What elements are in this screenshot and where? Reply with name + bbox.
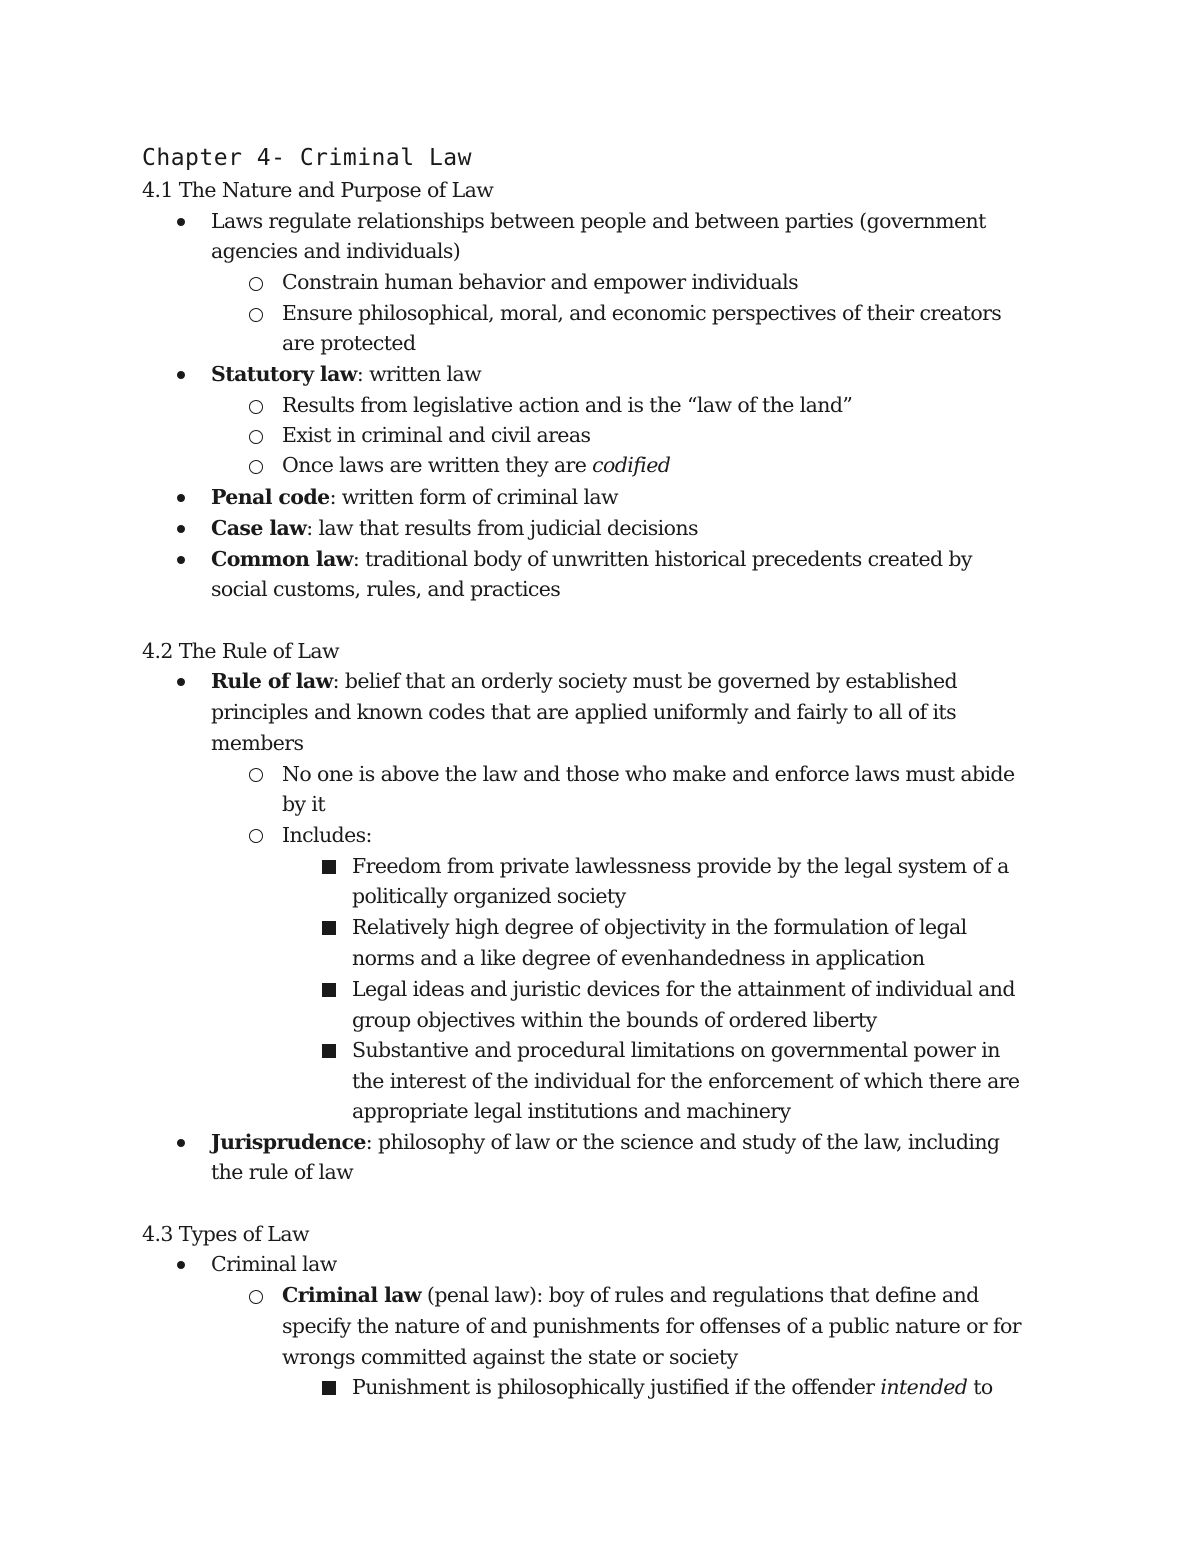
list-item bbox=[211, 544, 972, 574]
bullet-circle bbox=[249, 1290, 263, 1304]
definition: : traditional body of unwritten historical precedents created by bbox=[352, 547, 972, 571]
bullet-disc bbox=[177, 1139, 185, 1147]
term-penal-code: Penal code bbox=[211, 485, 330, 509]
bullet-square bbox=[322, 921, 336, 935]
bullet-circle bbox=[249, 308, 263, 322]
bullet-disc bbox=[177, 1261, 185, 1269]
list-item: Criminal law bbox=[211, 1252, 337, 1276]
list-item bbox=[352, 1372, 993, 1402]
term-case-law: Case law bbox=[211, 516, 307, 540]
list-item-continuation: members bbox=[211, 731, 304, 755]
list-item: Relatively high degree of objectivity in the formulation of legal bbox=[352, 915, 967, 939]
bullet-square bbox=[322, 1381, 336, 1395]
list-text: Once laws are written they are bbox=[282, 453, 593, 477]
bullet-circle bbox=[249, 460, 263, 474]
bullet-disc bbox=[177, 494, 185, 502]
list-item-continuation: are protected bbox=[282, 331, 416, 355]
list-item bbox=[282, 450, 670, 480]
bullet-disc bbox=[177, 678, 185, 686]
list-item: Substantive and procedural limitations on governmental power in bbox=[352, 1038, 1000, 1062]
list-item-continuation: wrongs committed against the state or society bbox=[282, 1345, 738, 1369]
section-heading-4-3: 4.3 Types of Law bbox=[142, 1222, 309, 1246]
list-item-continuation: group objectives within the bounds of ordered liberty bbox=[352, 1008, 877, 1032]
list-text-tail: to bbox=[967, 1375, 993, 1399]
emphasis-codified: codified bbox=[592, 453, 671, 477]
list-item: Exist in criminal and civil areas bbox=[282, 423, 591, 447]
term-statutory-law: Statutory law bbox=[211, 362, 357, 386]
definition: : belief that an orderly society must be governed by established bbox=[332, 669, 958, 693]
list-item-continuation: social customs, rules, and practices bbox=[211, 577, 561, 601]
bullet-disc bbox=[177, 371, 185, 379]
list-item: Ensure philosophical, moral, and economic perspectives of their creators bbox=[282, 301, 1002, 325]
list-item: Constrain human behavior and empower individuals bbox=[282, 270, 799, 294]
list-item bbox=[211, 1127, 999, 1157]
bullet-circle bbox=[249, 768, 263, 782]
bullet-disc bbox=[177, 218, 185, 226]
list-item: Includes: bbox=[282, 823, 372, 847]
list-item bbox=[211, 513, 698, 543]
list-item-continuation: principles and known codes that are applied uniformly and fairly to all of its bbox=[211, 700, 956, 724]
bullet-circle bbox=[249, 430, 263, 444]
bullet-square bbox=[322, 1044, 336, 1058]
definition: (penal law): boy of rules and regulations that define and bbox=[421, 1283, 979, 1307]
bullet-circle bbox=[249, 277, 263, 291]
list-item: Laws regulate relationships between people and between parties (government bbox=[211, 209, 986, 233]
definition: : written law bbox=[356, 362, 482, 386]
list-item: No one is above the law and those who make and enforce laws must abide bbox=[282, 762, 1015, 786]
section-heading-4-2: 4.2 The Rule of Law bbox=[142, 639, 339, 663]
list-item-continuation: agencies and individuals) bbox=[211, 239, 461, 263]
list-item: Results from legislative action and is the “law of the land” bbox=[282, 393, 853, 417]
list-item bbox=[211, 359, 481, 389]
list-item: Legal ideas and juristic devices for the attainment of individual and bbox=[352, 977, 1015, 1001]
emphasis-intended: intended bbox=[880, 1375, 968, 1399]
bullet-square bbox=[322, 983, 336, 997]
definition: : written form of criminal law bbox=[329, 485, 619, 509]
document-title: Chapter 4- Criminal Law bbox=[142, 145, 472, 171]
term-common-law: Common law bbox=[211, 547, 353, 571]
term-jurisprudence: Jurisprudence bbox=[211, 1130, 366, 1154]
term-criminal-law: Criminal law bbox=[282, 1283, 422, 1307]
list-item-continuation: norms and a like degree of evenhandedness in application bbox=[352, 946, 925, 970]
bullet-square bbox=[322, 860, 336, 874]
list-item bbox=[211, 482, 618, 512]
list-item-continuation: specify the nature of and punishments for offenses of a public nature or for bbox=[282, 1314, 1021, 1338]
list-text: Punishment is philosophically justified if the offender bbox=[352, 1375, 881, 1399]
list-item bbox=[211, 666, 957, 696]
definition: : philosophy of law or the science and study of the law, including bbox=[365, 1130, 1000, 1154]
section-heading-4-1: 4.1 The Nature and Purpose of Law bbox=[142, 178, 494, 202]
list-item: Freedom from private lawlessness provide by the legal system of a bbox=[352, 854, 1009, 878]
list-item-continuation: the rule of law bbox=[211, 1160, 354, 1184]
bullet-circle bbox=[249, 829, 263, 843]
list-item-continuation: by it bbox=[282, 792, 326, 816]
definition: : law that results from judicial decisions bbox=[306, 516, 698, 540]
bullet-disc bbox=[177, 556, 185, 564]
list-item bbox=[282, 1280, 979, 1310]
bullet-disc bbox=[177, 525, 185, 533]
list-item-continuation: the interest of the individual for the enforcement of which there are bbox=[352, 1069, 1020, 1093]
list-item-continuation: politically organized society bbox=[352, 884, 626, 908]
bullet-circle bbox=[249, 400, 263, 414]
list-item-continuation: appropriate legal institutions and machinery bbox=[352, 1099, 791, 1123]
term-rule-of-law: Rule of law bbox=[211, 669, 333, 693]
